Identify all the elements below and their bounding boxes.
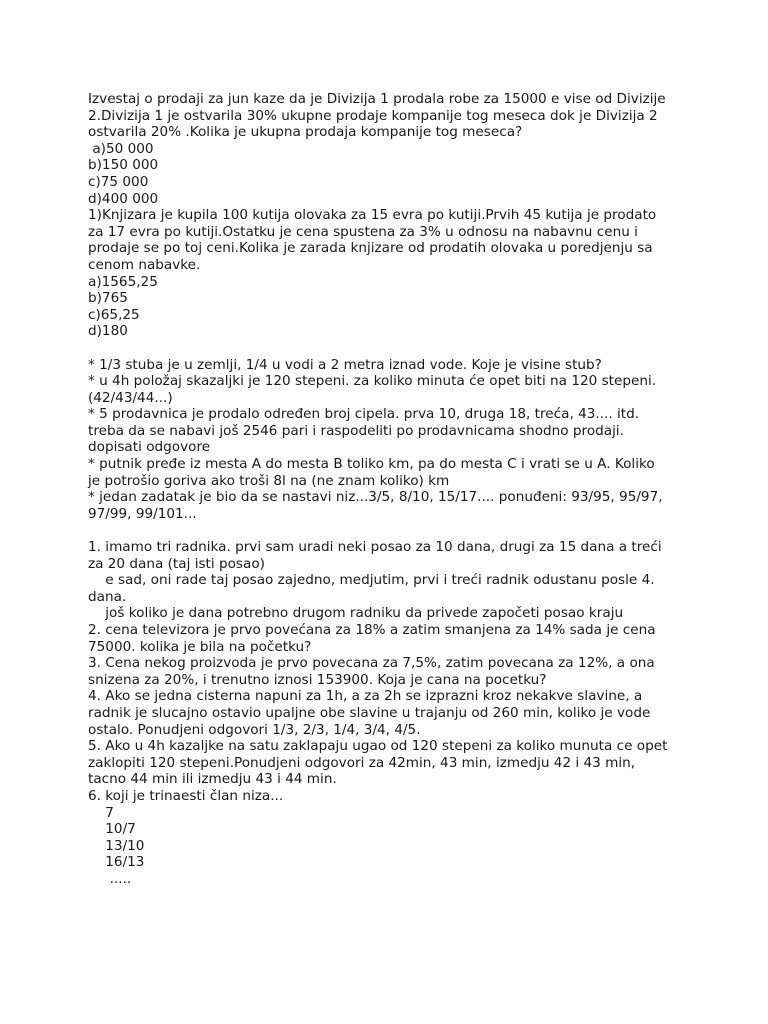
bullet-line: * 1/3 stuba je u zemlji, 1/4 u vodi a 2 metra iznad vode. Koje je visine stub?	[88, 356, 602, 373]
text-line: još koliko je dana potrebno drugom radniku da privede započeti posao kraju	[88, 605, 624, 622]
answer-option: a)50 000	[88, 140, 154, 157]
answer-option: a)1565,25	[88, 273, 158, 290]
sequence-term: 16/13	[88, 854, 145, 871]
sequence-ellipsis: .....	[88, 870, 132, 887]
numbered-item: 1. imamo tri radnika. prvi sam uradi neki posao za 10 dana, drugi za 15 dana a treći	[88, 539, 662, 556]
text-line: radnik je slucajno ostavio upaljne obe slavine u trajanju od 260 min, koliko je vode	[88, 704, 651, 721]
text-line: zaklopiti 120 stepeni.Ponudjeni odgovori za 42min, 43 min, izmedju 42 i 43 min,	[88, 754, 636, 771]
text-line: 75000. kolika je bila na početku?	[88, 638, 312, 655]
text-line: e sad, oni rade taj posao zajedno, medjutim, prvi i treći radnik odustanu posle 4.	[88, 572, 655, 589]
sequence-term: 10/7	[88, 821, 136, 838]
bullet-line: * u 4h položaj skazaljki je 120 stepeni. za koliko minuta će opet biti na 120 stepeni.	[88, 373, 657, 390]
text-line: (42/43/44...)	[88, 389, 173, 406]
numbered-item: 3. Cena nekog proizvoda je prvo povecana za 7,5%, zatim povecana za 12%, a ona	[88, 655, 655, 672]
text-line: 2.Divizija 1 je ostvarila 30% ukupne prodaje kompanije tog meseca dok je Divizija 2	[88, 107, 658, 124]
text-line: prodaje se po toj ceni.Kolika je zarada knjizare od prodatih olovaka u poredjenju sa	[88, 240, 653, 257]
numbered-item: 4. Ako se jedna cisterna napuni za 1h, a za 2h se izprazni kroz nekakve slavine, a	[88, 688, 643, 705]
text-line: 1)Knjizara je kupila 100 kutija olovaka za 15 evra po kutiji.Prvih 45 kutija je prodato	[88, 207, 657, 224]
numbered-item: 5. Ako u 4h kazaljke na satu zaklapaju ugao od 120 stepeni za koliko munuta ce opet	[88, 738, 668, 755]
text-line: za 20 dana (taj isti posao)	[88, 555, 265, 572]
text-line: snizena za 20%, i trenutno iznosi 153900. Koja je cana na pocetku?	[88, 671, 547, 688]
text-line: tacno 44 min ili izmedju 43 i 44 min.	[88, 771, 337, 788]
text-line: dana.	[88, 588, 127, 605]
numbered-item: 2. cena televizora je prvo povećana za 18% a zatim smanjena za 14% sada je cena	[88, 622, 656, 638]
answer-option: b)765	[88, 290, 128, 307]
answer-option: c)75 000	[88, 173, 149, 190]
text-line: dopisati odgovore	[88, 439, 211, 456]
answer-option: b)150 000	[88, 157, 159, 174]
bullet-line: * putnik pređe iz mesta A do mesta B toliko km, pa do mesta C i vrati se u A. Koliko	[88, 456, 655, 473]
text-line: treba da se nabavi još 2546 pari i raspodeliti po prodavnicama shodno prodaji.	[88, 422, 624, 439]
numbered-item: 6. koji je trinaesti član niza...	[88, 787, 284, 804]
text-line: Izvestaj o prodaji za jun kaze da je Divizija 1 prodala robe za 15000 e vise od Divizije	[88, 91, 666, 107]
bullet-line: * 5 prodavnica je prodalo određen broj cipela. prva 10, druga 18, treća, 43.... itd.	[88, 406, 640, 423]
text-line: ostvarila 20% .Kolika je ukupna prodaja kompanije tog meseca?	[88, 124, 523, 141]
blank-line	[88, 340, 760, 357]
blank-line	[88, 522, 760, 539]
answer-option: c)65,25	[88, 306, 140, 323]
text-line: ostalo. Ponudjeni odgovori 1/3, 2/3, 1/4, 3/4, 4/5.	[88, 721, 421, 738]
answer-option: d)400 000	[88, 190, 159, 207]
text-line: za 17 evra po kutiji.Ostatku je cena spustena za 3% u odnosu na nabavnu cenu i	[88, 223, 638, 240]
sequence-term: 7	[88, 804, 114, 821]
bullet-line: * jedan zadatak je bio da se nastavi niz...3/5, 8/10, 15/17.... ponuđeni: 93/95, 95/97,	[88, 489, 663, 506]
text-line: je potrošio goriva ako troši 8l na (ne znam koliko) km	[88, 472, 450, 489]
answer-option: d)180	[88, 323, 128, 340]
text-line: 97/99, 99/101...	[88, 505, 197, 522]
sequence-term: 13/10	[88, 837, 145, 854]
document-body	[88, 91, 760, 888]
text-line: cenom nabavke.	[88, 256, 201, 273]
